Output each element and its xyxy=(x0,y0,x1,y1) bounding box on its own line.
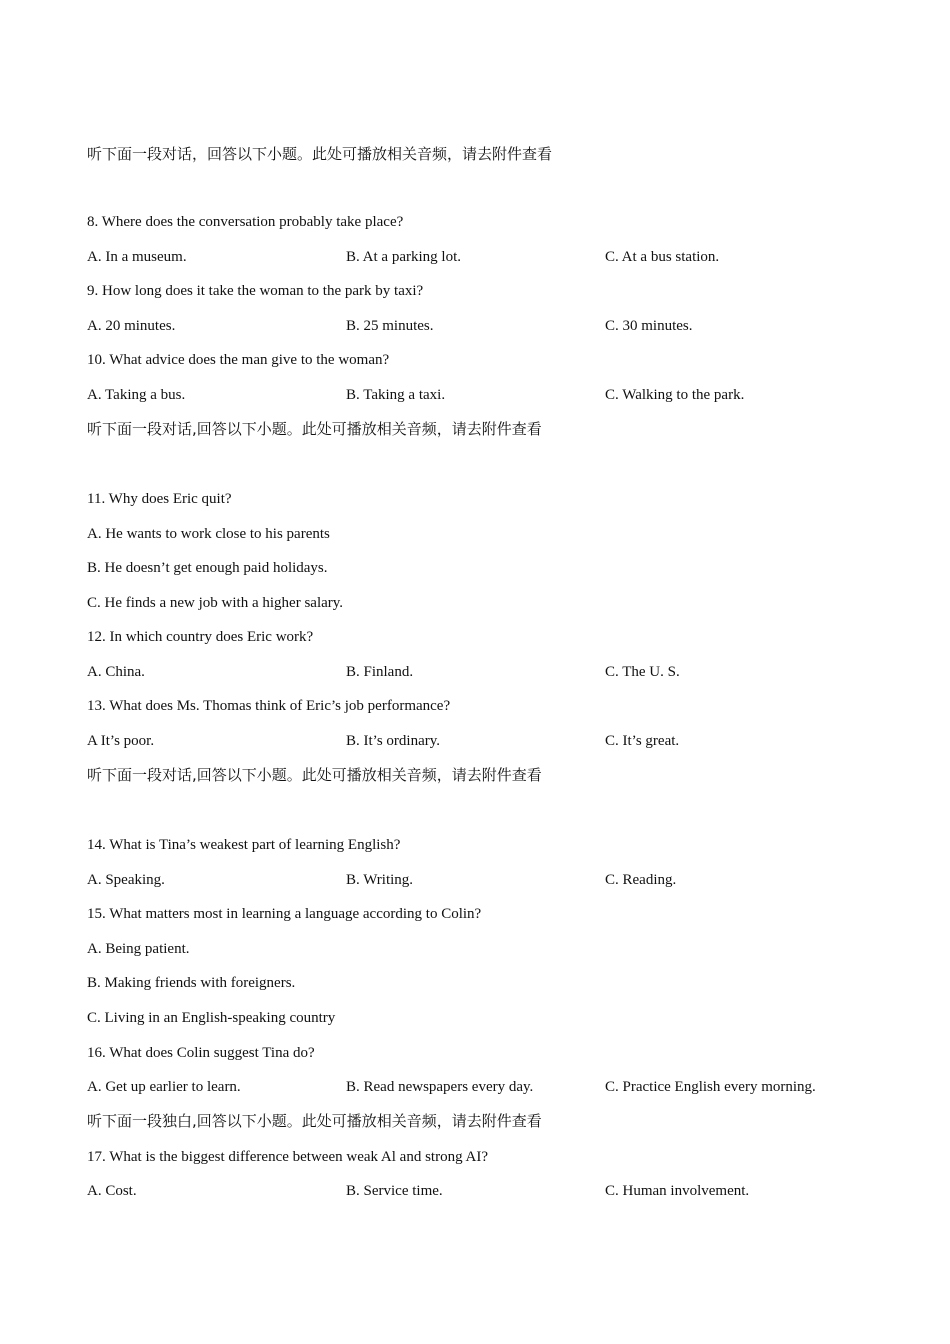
option-row xyxy=(87,662,887,682)
option-a: A. Taking a bus. xyxy=(87,387,186,403)
option-b: B. It’s ordinary. xyxy=(346,733,441,749)
question-stem: 16. What does Colin suggest Tina do? xyxy=(87,1045,315,1061)
option-c: C. Reading. xyxy=(605,872,677,888)
question-stem: 17. What is the biggest difference between weak Al and strong AI? xyxy=(87,1149,488,1165)
option-b: B. He doesn’t get enough paid holidays. xyxy=(87,560,328,576)
section-header: 听下面一段对话,回答以下小题。此处可播放相关音频，请去附件查看 xyxy=(87,420,542,438)
section-header: 听下面一段对话，回答以下小题。此处可播放相关音频，请去附件查看 xyxy=(87,145,553,163)
option-row xyxy=(87,870,887,890)
option-c: C. He finds a new job with a higher salary. xyxy=(87,595,344,611)
question-stem: 11. Why does Eric quit? xyxy=(87,491,232,507)
option-b: B. Making friends with foreigners. xyxy=(87,975,296,991)
option-c: C. The U. S. xyxy=(605,664,680,680)
option-a: A. Get up earlier to learn. xyxy=(87,1079,241,1095)
option-c: C. Walking to the park. xyxy=(605,387,745,403)
option-b: B. Writing. xyxy=(346,872,414,888)
option-c: C. Human involvement. xyxy=(605,1183,750,1199)
option-b: B. Read newspapers every day. xyxy=(346,1079,534,1095)
option-row xyxy=(87,316,887,336)
option-b: B. Taking a taxi. xyxy=(346,387,446,403)
option-b: B. 25 minutes. xyxy=(346,318,434,334)
option-row xyxy=(87,731,887,751)
option-a: A. He wants to work close to his parents xyxy=(87,526,330,542)
option-a: A. 20 minutes. xyxy=(87,318,176,334)
option-c: C. 30 minutes. xyxy=(605,318,693,334)
option-b: B. Finland. xyxy=(346,664,414,680)
question-stem: 13. What does Ms. Thomas think of Eric’s job performance? xyxy=(87,698,451,714)
question-stem: 12. In which country does Eric work? xyxy=(87,629,314,645)
question-stem: 14. What is Tina’s weakest part of learning English? xyxy=(87,837,401,853)
option-a: A. Speaking. xyxy=(87,872,165,888)
option-a: A. China. xyxy=(87,664,145,680)
option-a: A. Being patient. xyxy=(87,941,190,957)
option-row xyxy=(87,1077,887,1097)
option-row xyxy=(87,385,887,405)
option-a: A It’s poor. xyxy=(87,733,155,749)
option-b: B. At a parking lot. xyxy=(346,249,461,265)
option-a: A. In a museum. xyxy=(87,249,187,265)
section-header: 听下面一段对话,回答以下小题。此处可播放相关音频，请去附件查看 xyxy=(87,766,542,784)
question-stem: 15. What matters most in learning a language according to Colin? xyxy=(87,906,482,922)
option-a: A. Cost. xyxy=(87,1183,137,1199)
option-row xyxy=(87,1181,887,1201)
option-row xyxy=(87,247,887,267)
option-c: C. Practice English every morning. xyxy=(605,1079,816,1095)
option-b: B. Service time. xyxy=(346,1183,443,1199)
option-c: C. At a bus station. xyxy=(605,249,720,265)
question-stem: 9. How long does it take the woman to the park by taxi? xyxy=(87,283,424,299)
option-c: C. Living in an English-speaking country xyxy=(87,1010,336,1026)
option-c: C. It’s great. xyxy=(605,733,680,749)
section-header: 听下面一段独白,回答以下小题。此处可播放相关音频，请去附件查看 xyxy=(87,1112,542,1130)
question-stem: 10. What advice does the man give to the woman? xyxy=(87,352,390,368)
question-stem: 8. Where does the conversation probably take place? xyxy=(87,214,404,230)
